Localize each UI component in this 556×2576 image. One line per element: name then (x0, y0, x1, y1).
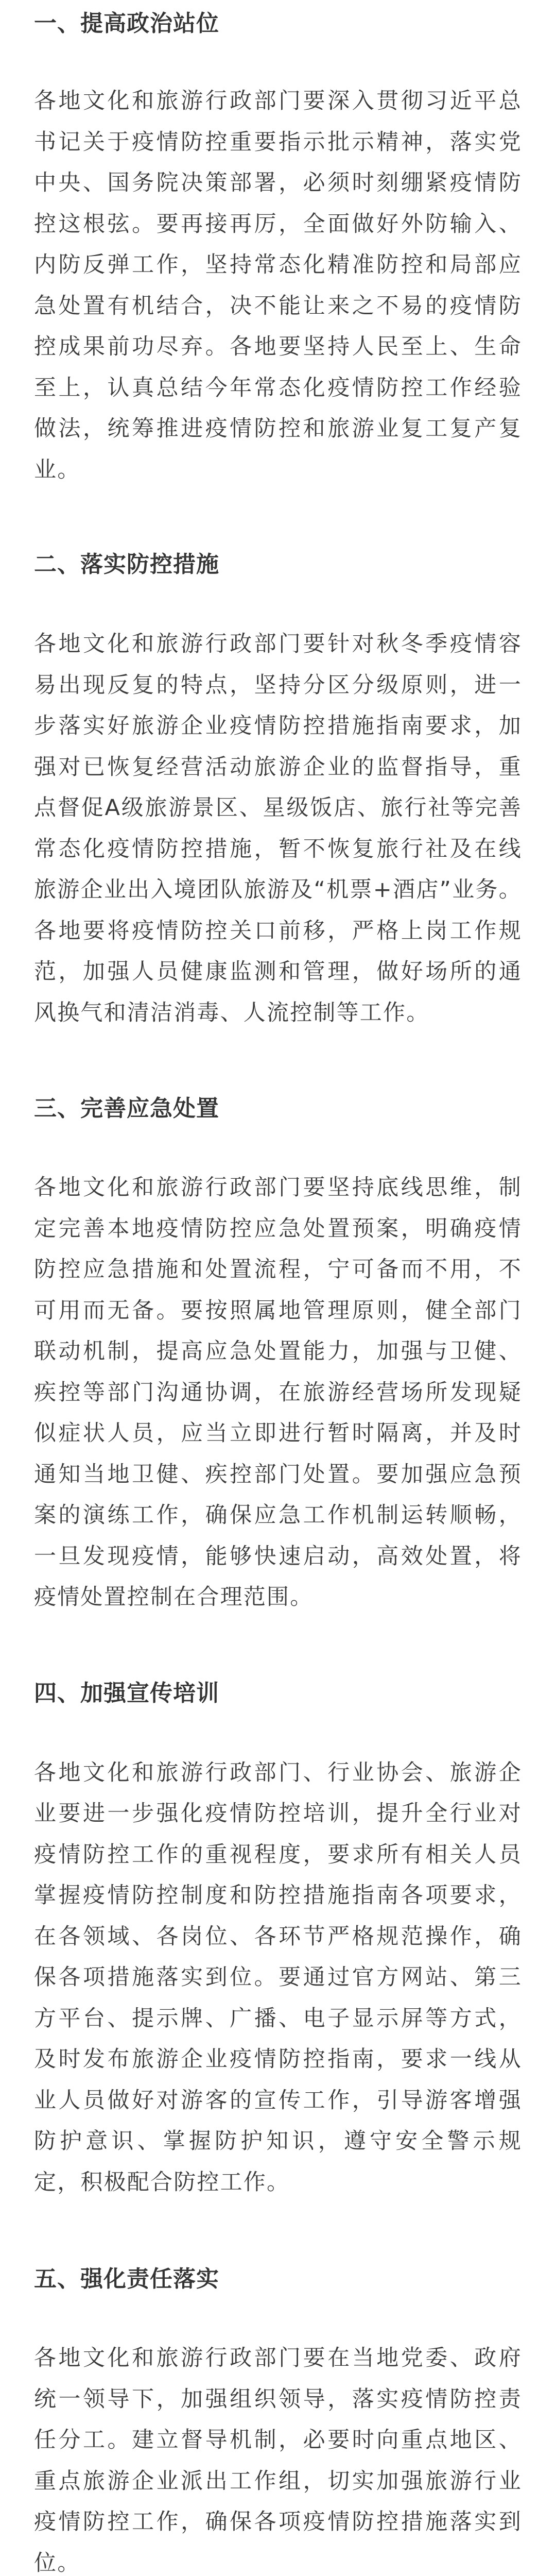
section-body-political-stance: 各地文化和旅游行政部门要深入贯彻习近平总书记关于疫情防控重要指示批示精神，落实党中央、国务院决策部署，必须时刻绷紧疫情防控这根弦。要再接再厉，全面做好外防输入、内防反弹工作，坚持常态化精准防控和局部应急处置有机结合，决不能让来之不易的疫情防控成果前功尽弃。各地要坚持人民至上、生命至上，认真总结今年常态化疫情防控工作经验做法，统筹推进疫情防控和旅游业复工复产复业。 (34, 88, 522, 483)
section-heading-prevention-measures: 二、落实防控措施 (34, 551, 219, 578)
section-heading-political-stance: 一、提高政治站位 (34, 10, 219, 37)
section-body-emergency-response: 各地文化和旅游行政部门要坚持底线思维，制定完善本地疫情防控应急处置预案，明确疫情防控应急措施和处置流程，宁可备而不用，不可用而无备。要按照属地管理原则，健全部门联动机制，提高应急处置能力，加强与卫健、疾控等部门沟通协调，在旅游经营场所发现疑似症状人员，应当立即进行暂时隔离，并及时通知当地卫健、疾控部门处置。要加强应急预案的演练工作，确保应急工作机制运转顺畅，一旦发现疫情，能够快速启动，高效处置，将疫情处置控制在合理范围。 (34, 1175, 522, 1610)
section-heading-publicity-training: 四、加强宣传培训 (34, 1680, 219, 1706)
section-body-publicity-training: 各地文化和旅游行政部门、行业协会、旅游企业要进一步强化疫情防控培训，提升全行业对疫情防控工作的重视程度，要求所有相关人员掌握疫情防控制度和防控措施指南各项要求，在各领域、各岗位、各环节严格规范操作，确保各项措施落实到位。要通过官方网站、第三方平台、提示牌、广播、电子显示屏等方式，及时发布旅游企业疫情防控指南，要求一线从业人员做好对游客的宣传工作，引导游客增强防护意识、掌握防护知识，遵守安全警示规定，积极配合防控工作。 (34, 1759, 522, 2195)
section-body-responsibility: 各地文化和旅游行政部门要在当地党委、政府统一领导下，加强组织领导，落实疫情防控责任分工。建立督导机制，必要时向重点地区、重点旅游企业派出工作组，切实加强旅游行业疫情防控工作，确保各项疫情防控措施落实到位。 (34, 2345, 522, 2576)
section-heading-emergency-response: 三、完善应急处置 (34, 1095, 219, 1122)
section-heading-responsibility: 五、强化责任落实 (34, 2266, 219, 2292)
section-body-prevention-measures: 各地文化和旅游行政部门要针对秋冬季疫情容易出现反复的特点，坚持分区分级原则，进一步落实好旅游企业疫情防控措施指南要求，加强对已恢复经营活动旅游企业的监督指导，重点督促A级旅游景区、星级饭店、旅行社等完善常态化疫情防控措施，暂不恢复旅行社及在线旅游企业出入境团队旅游及“机票+酒店”业务。各地要将疫情防控关口前移，严格上岗工作规范，加强人员健康监测和管理，做好场所的通风换气和清洁消毒、人流控制等工作。 (34, 631, 522, 1026)
